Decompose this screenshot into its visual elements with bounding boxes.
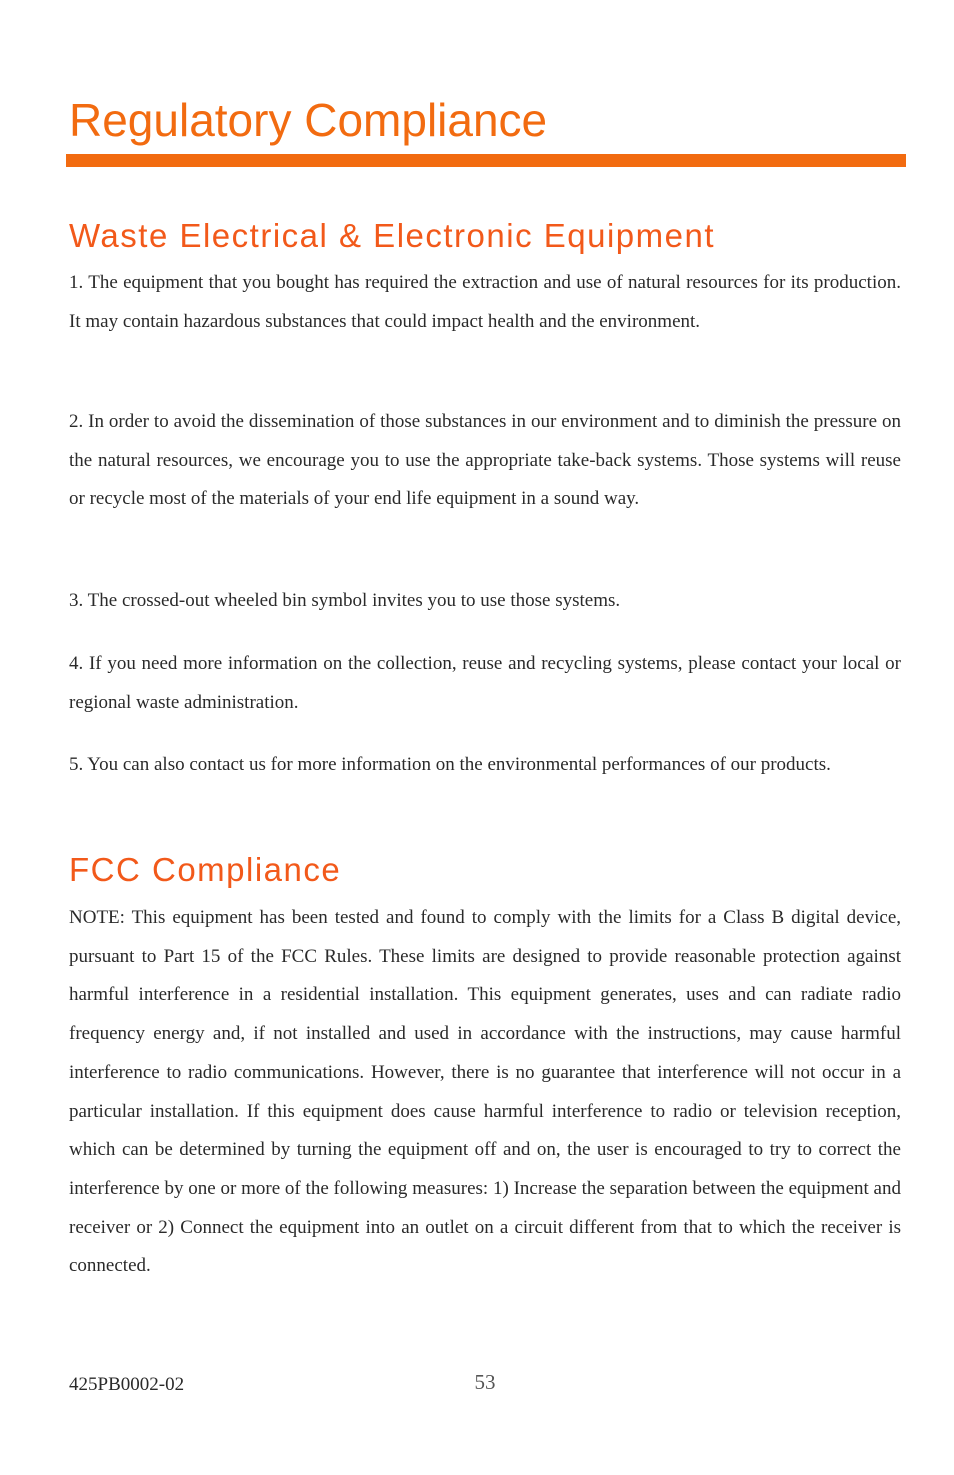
weee-paragraph-1: 1. The equipment that you bought has required the extraction and use of natural resources for its production. It may contain hazardous substances that could impact health and the environment. [69,272,901,332]
fcc-note-paragraph: NOTE: This equipment has been tested and found to comply with the limits for a Class B digital device, pursuant to Part 15 of the FCC Rules. These limits are designed to provide reasonable protection against harmful interference in a residential installation. This equipment generates, uses and can radiate radio frequency energy and, if not installed and used in accordance with the instructions, may cause harmful interference to radio communications. However, there is no guarantee that interference will not occur in a particular installation. If this equipment does cause harmful interference to radio or television reception, which can be determined by turning the equipment off and on, the user is encouraged to try to correct the interference by one or more of the following measures: 1) Increase the separation between the equipment and receiver or 2) Connect the equipment into an outlet on a circuit different from that to which the receiver is connected. [69,907,901,1277]
weee-paragraph-5: 5. You can also contact us for more information on the environmental performances of our products. [69,754,831,775]
weee-paragraph-3: 3. The crossed-out wheeled bin symbol invites you to use those systems. [69,590,621,611]
title-underline-bar [66,154,906,167]
weee-paragraph-2: 2. In order to avoid the dissemination of those substances in our environment and to diminish the pressure on the natural resources, we encourage you to use the appropriate take-back systems. Those systems will reuse or recycle most of the materials of your end life equipment in a sound way. [69,411,901,510]
page-title: Regulatory Compliance [69,94,548,146]
document-code: 425PB0002-02 [69,1374,185,1395]
weee-paragraph-4: 4. If you need more information on the collection, reuse and recycling systems, please contact your local or regional waste administration. [69,653,901,713]
page-number: 53 [474,1370,496,1394]
fcc-heading: FCC Compliance [69,851,342,888]
weee-heading: Waste Electrical & Electronic Equipment [69,217,716,254]
